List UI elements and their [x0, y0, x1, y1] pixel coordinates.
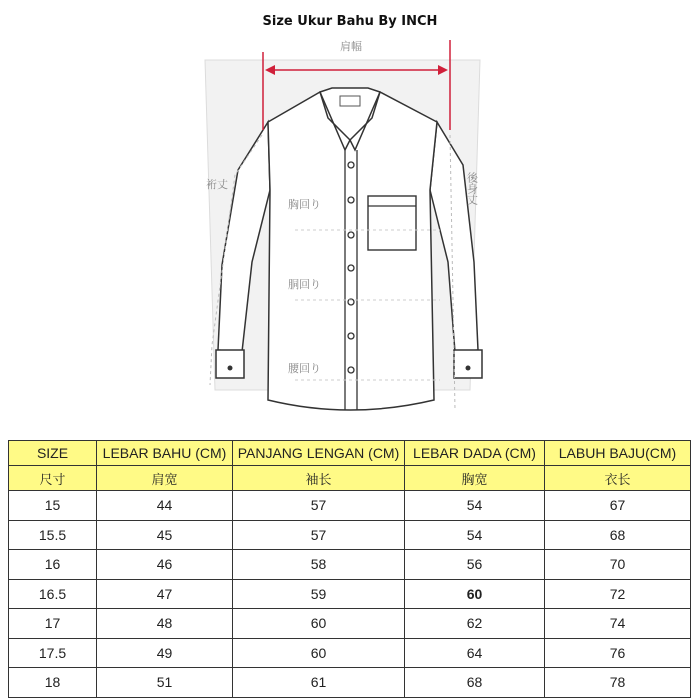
chest-pocket — [368, 196, 416, 250]
cell-shoulder: 45 — [97, 520, 233, 550]
cell-chest: 56 — [405, 550, 545, 580]
cell-chest: 60 — [405, 579, 545, 609]
size-table — [8, 440, 691, 698]
table-row — [9, 491, 691, 521]
header-sleeve-cn: 袖长 — [233, 466, 405, 491]
header-length: LABUH BAJU(CM) — [545, 441, 691, 466]
cell-shoulder: 49 — [97, 638, 233, 668]
left-cuff-button — [228, 366, 233, 371]
header-chest-cn: 胸宽 — [405, 466, 545, 491]
cell-chest: 62 — [405, 609, 545, 639]
table-row — [9, 520, 691, 550]
cell-shoulder: 46 — [97, 550, 233, 580]
header-shoulder-cn: 肩宽 — [97, 466, 233, 491]
cell-size: 15 — [9, 491, 97, 521]
cell-shoulder: 47 — [97, 579, 233, 609]
sleeve-label: 裄丈 — [206, 178, 228, 191]
cell-size: 15.5 — [9, 520, 97, 550]
cell-shoulder: 48 — [97, 609, 233, 639]
header-size: SIZE — [9, 441, 97, 466]
header-chest: LEBAR DADA (CM) — [405, 441, 545, 466]
header-row — [9, 441, 691, 466]
left-cuff — [216, 350, 244, 378]
cell-size: 16.5 — [9, 579, 97, 609]
table-row — [9, 579, 691, 609]
cell-length: 78 — [545, 668, 691, 698]
header-size-cn: 尺寸 — [9, 466, 97, 491]
cell-size: 16 — [9, 550, 97, 580]
cell-chest: 54 — [405, 491, 545, 521]
cell-chest: 64 — [405, 638, 545, 668]
chart-title: Size Ukur Bahu By INCH — [262, 14, 438, 29]
cell-length: 68 — [545, 520, 691, 550]
header-length-cn: 衣长 — [545, 466, 691, 491]
cell-shoulder: 51 — [97, 668, 233, 698]
right-cuff-button — [466, 366, 471, 371]
table-row — [9, 668, 691, 698]
back-length-label: 後身丈 — [465, 172, 479, 205]
header-row-cn — [9, 466, 691, 491]
cell-size: 18 — [9, 668, 97, 698]
cell-sleeve: 61 — [233, 668, 405, 698]
header-sleeve: PANJANG LENGAN (CM) — [233, 441, 405, 466]
table-row — [9, 609, 691, 639]
cell-sleeve: 57 — [233, 520, 405, 550]
cell-chest: 68 — [405, 668, 545, 698]
shoulder-label: 肩幅 — [340, 40, 362, 53]
chest-label: 胸回り — [288, 198, 321, 211]
cell-shoulder: 44 — [97, 491, 233, 521]
cell-length: 67 — [545, 491, 691, 521]
header-shoulder: LEBAR BAHU (CM) — [97, 441, 233, 466]
cell-size: 17 — [9, 609, 97, 639]
hem-label: 腰回り — [288, 362, 321, 375]
cell-length: 72 — [545, 579, 691, 609]
cell-sleeve: 60 — [233, 638, 405, 668]
cell-length: 70 — [545, 550, 691, 580]
cell-sleeve: 58 — [233, 550, 405, 580]
cell-sleeve: 59 — [233, 579, 405, 609]
cell-sleeve: 60 — [233, 609, 405, 639]
table-row — [9, 550, 691, 580]
right-cuff — [454, 350, 482, 378]
cell-size: 17.5 — [9, 638, 97, 668]
cell-sleeve: 57 — [233, 491, 405, 521]
cell-length: 74 — [545, 609, 691, 639]
cell-length: 76 — [545, 638, 691, 668]
waist-label: 胴回り — [288, 278, 321, 291]
cell-chest: 54 — [405, 520, 545, 550]
table-row — [9, 638, 691, 668]
